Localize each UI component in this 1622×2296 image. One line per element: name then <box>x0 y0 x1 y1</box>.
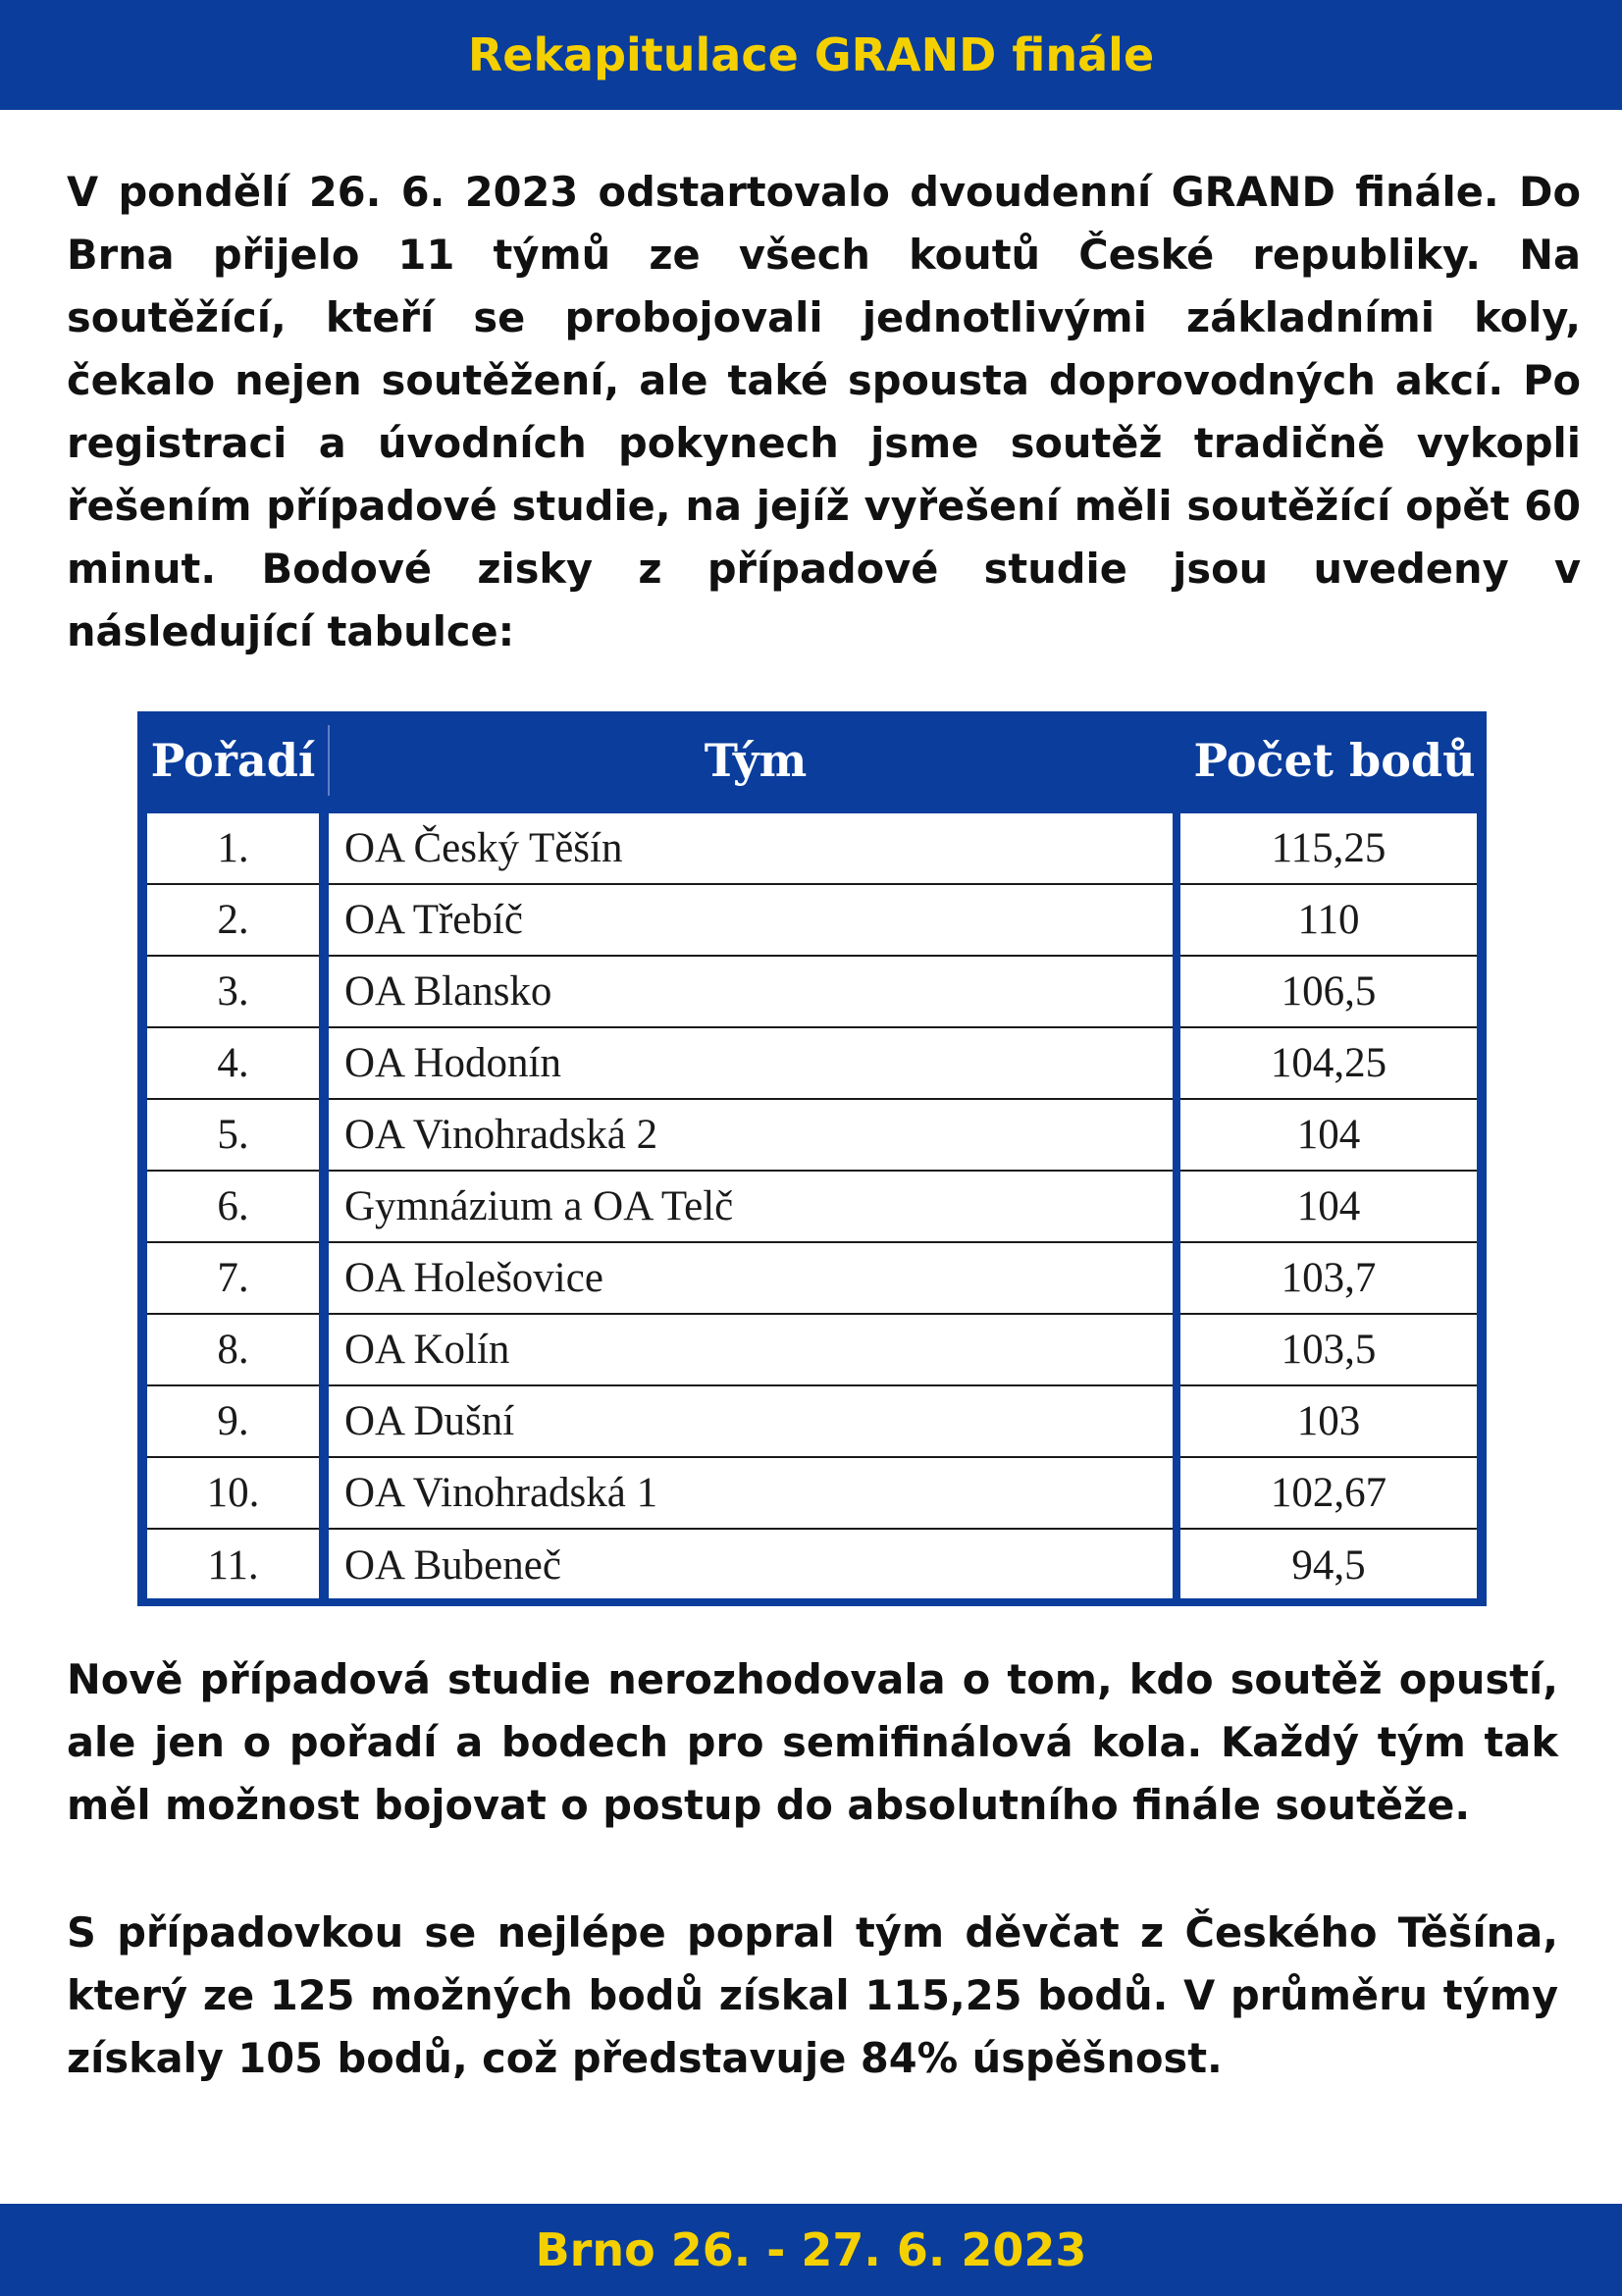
header-team: Tým <box>704 734 808 787</box>
points-cell: 102,67 <box>1180 1458 1477 1530</box>
points-cell: 94,5 <box>1291 1542 1366 1589</box>
team-cell: OA Dušní <box>329 1386 1173 1458</box>
team-cell: OA Vinohradská 1 <box>329 1458 1173 1530</box>
rank-cell: 8. <box>147 1315 319 1386</box>
team-cell: OA Hodonín <box>329 1028 1173 1100</box>
rank-cell: 9. <box>147 1386 319 1458</box>
rank-cell: 2. <box>147 885 319 957</box>
points-cell: 103,7 <box>1180 1243 1477 1315</box>
rank-column <box>147 813 319 1598</box>
footer-banner <box>0 2204 1622 2296</box>
points-cell: 104,25 <box>1180 1028 1477 1100</box>
points-cell: 115,25 <box>1180 813 1477 885</box>
points-cell: 110 <box>1180 885 1477 957</box>
points-column <box>1180 813 1477 1598</box>
team-cell: Gymnázium a OA Telč <box>329 1172 1173 1243</box>
intro-paragraph: V pondělí 26. 6. 2023 odstartovalo dvoudenní GRAND finále. Do Brna přijelo 11 týmů ze všech koutů České republiky. Na soutěžící, kteří se probojovali jednotlivými základními koly, čekalo nejen soutěžení, ale také spousta doprovodných akcí. Po registraci a úvodních pokynech jsme soutěž tradičně vykopli řešením případové studie, na jejíž vyřešení měli soutěžící opět 60 minut. Bodové zisky z případové studie jsou uvedeny v následující tabulce: <box>67 168 1581 655</box>
rank-cell: 11. <box>207 1542 259 1589</box>
team-column <box>329 813 1173 1598</box>
paragraph-format-change: Nově případová studie nerozhodovala o tom, kdo soutěž opustí, ale jen o pořadí a bodech pro semifinálová kola. Každý tým tak měl možnost bojovat o postup do absolutního finále soutěže. <box>67 1655 1558 1829</box>
rank-cell: 10. <box>147 1458 319 1530</box>
results-table <box>137 711 1487 1606</box>
team-cell: OA Český Těšín <box>329 813 1173 885</box>
points-cell: 103,5 <box>1180 1315 1477 1386</box>
header-points: Počet bodů <box>1193 734 1476 787</box>
rank-cell: 6. <box>147 1172 319 1243</box>
header-rank: Pořadí <box>150 734 316 787</box>
rank-cell: 4. <box>147 1028 319 1100</box>
points-cell: 104 <box>1180 1172 1477 1243</box>
rank-cell: 3. <box>147 957 319 1028</box>
table-header <box>137 711 1487 809</box>
paragraph-winner-summary: S případovkou se nejlépe popral tým děvčat z Českého Těšína, který ze 125 možných bodů získal 115,25 bodů. V průměru týmy získaly 105 bodů, což představuje 84% úspěšnost. <box>67 1908 1558 2082</box>
team-cell: OA Blansko <box>329 957 1173 1028</box>
rank-cell: 7. <box>147 1243 319 1315</box>
points-cell: 103 <box>1180 1386 1477 1458</box>
points-cell: 104 <box>1180 1100 1477 1172</box>
team-cell: OA Vinohradská 2 <box>329 1100 1173 1172</box>
team-cell: OA Kolín <box>329 1315 1173 1386</box>
team-cell: OA Bubeneč <box>344 1542 561 1589</box>
page-title: Rekapitulace GRAND finále <box>467 28 1155 81</box>
rank-cell: 5. <box>147 1100 319 1172</box>
rank-cell: 1. <box>147 813 319 885</box>
points-cell: 106,5 <box>1180 957 1477 1028</box>
team-cell: OA Holešovice <box>329 1243 1173 1315</box>
footer-date: Brno 26. - 27. 6. 2023 <box>535 2223 1087 2276</box>
team-cell: OA Třebíč <box>329 885 1173 957</box>
header-banner <box>0 0 1622 110</box>
